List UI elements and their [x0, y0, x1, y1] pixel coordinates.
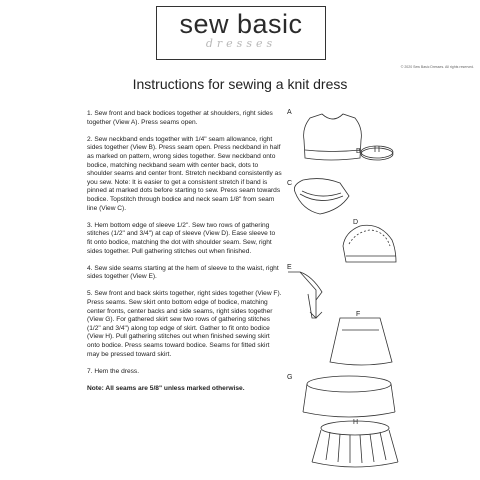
view-label-a: A — [287, 109, 292, 116]
step-5: 5. Sew front and back skirts together, right sides together (View F). Press seams. Sew skirt onto bottom edge of bodice, matching center fronts, center backs and side seams, right sides together (View G). For gathered skirt sew two rows of gathering stitches (1/2" and 3/4") along top edge of skirt. Gather to fit onto bodice (View H). Pull gathering stitches out when finished sewing skirt onto bodice. Press seams toward bodice. Seams for fitted skirt may be pressed toward skirt. — [87, 290, 282, 358]
view-h-gathered-skirt-illustration — [312, 421, 398, 467]
seam-note: Note: All seams are 5/8" unless marked otherwise. — [87, 385, 245, 392]
step-1: 1. Sew front and back bodices together at shoulders, right sides together (View A). Press seams open. — [87, 110, 273, 126]
view-a-bodice-illustration — [304, 114, 362, 160]
view-label-g: G — [287, 374, 293, 381]
step-3: 3. Hem bottom edge of sleeve 1/2". Sew two rows of gathering stitches (1/2" and 3/4") at cap of sleeve (View D). Ease sleeve to fit onto bodice, matching the dot with shoulder seam. Sew, right sides together. Pull gathering stitches out when finished. — [87, 221, 276, 255]
view-d-sleeve-illustration — [343, 225, 396, 262]
view-label-f: F — [356, 311, 361, 318]
view-label-b: B — [356, 148, 361, 155]
view-f-skirt-illustration — [330, 318, 392, 365]
brand-name: sew basic — [179, 9, 303, 39]
view-c-bodice-neckband-illustration — [294, 179, 349, 214]
instructions-list — [87, 110, 282, 402]
view-b-neckband-illustration — [361, 146, 393, 160]
view-label-h: H — [353, 419, 359, 426]
view-label-c: C — [287, 180, 293, 187]
step-4: 4. Sew side seams starting at the hem of sleeve to the waist, right sides together (View E). — [87, 264, 279, 281]
page-title: Instructions for sewing a knit dress — [132, 76, 348, 92]
view-g-skirt-illustration — [303, 376, 395, 417]
view-e-side-seam-illustration — [288, 272, 322, 318]
copyright-note: © 2020 Sew Basic Dresses. All rights reserved. — [400, 65, 474, 69]
view-label-d: D — [353, 219, 359, 226]
brand-logo — [156, 6, 326, 60]
view-label-e: E — [287, 264, 292, 271]
step-7: 7. Hem the dress. — [87, 367, 140, 375]
step-2: 2. Sew neckband ends together with 1/4" seam allowance, right sides together (View B). Press seam open. Press neckband in half as marked on pattern, wrong sides together. Sew neckband onto bodice, matching neckband seam with center back, dots to shoulder seams and center front. Stretch neckband consistently as you sew. Note: It is easier to get a consistent stretch if band is pinned at marked dots before starting to sew. Press seam towards bodice. Topstitch through bodice and neck seam 1/8" from seam line (View C). — [87, 135, 282, 212]
brand-subname: dresses — [205, 37, 277, 50]
